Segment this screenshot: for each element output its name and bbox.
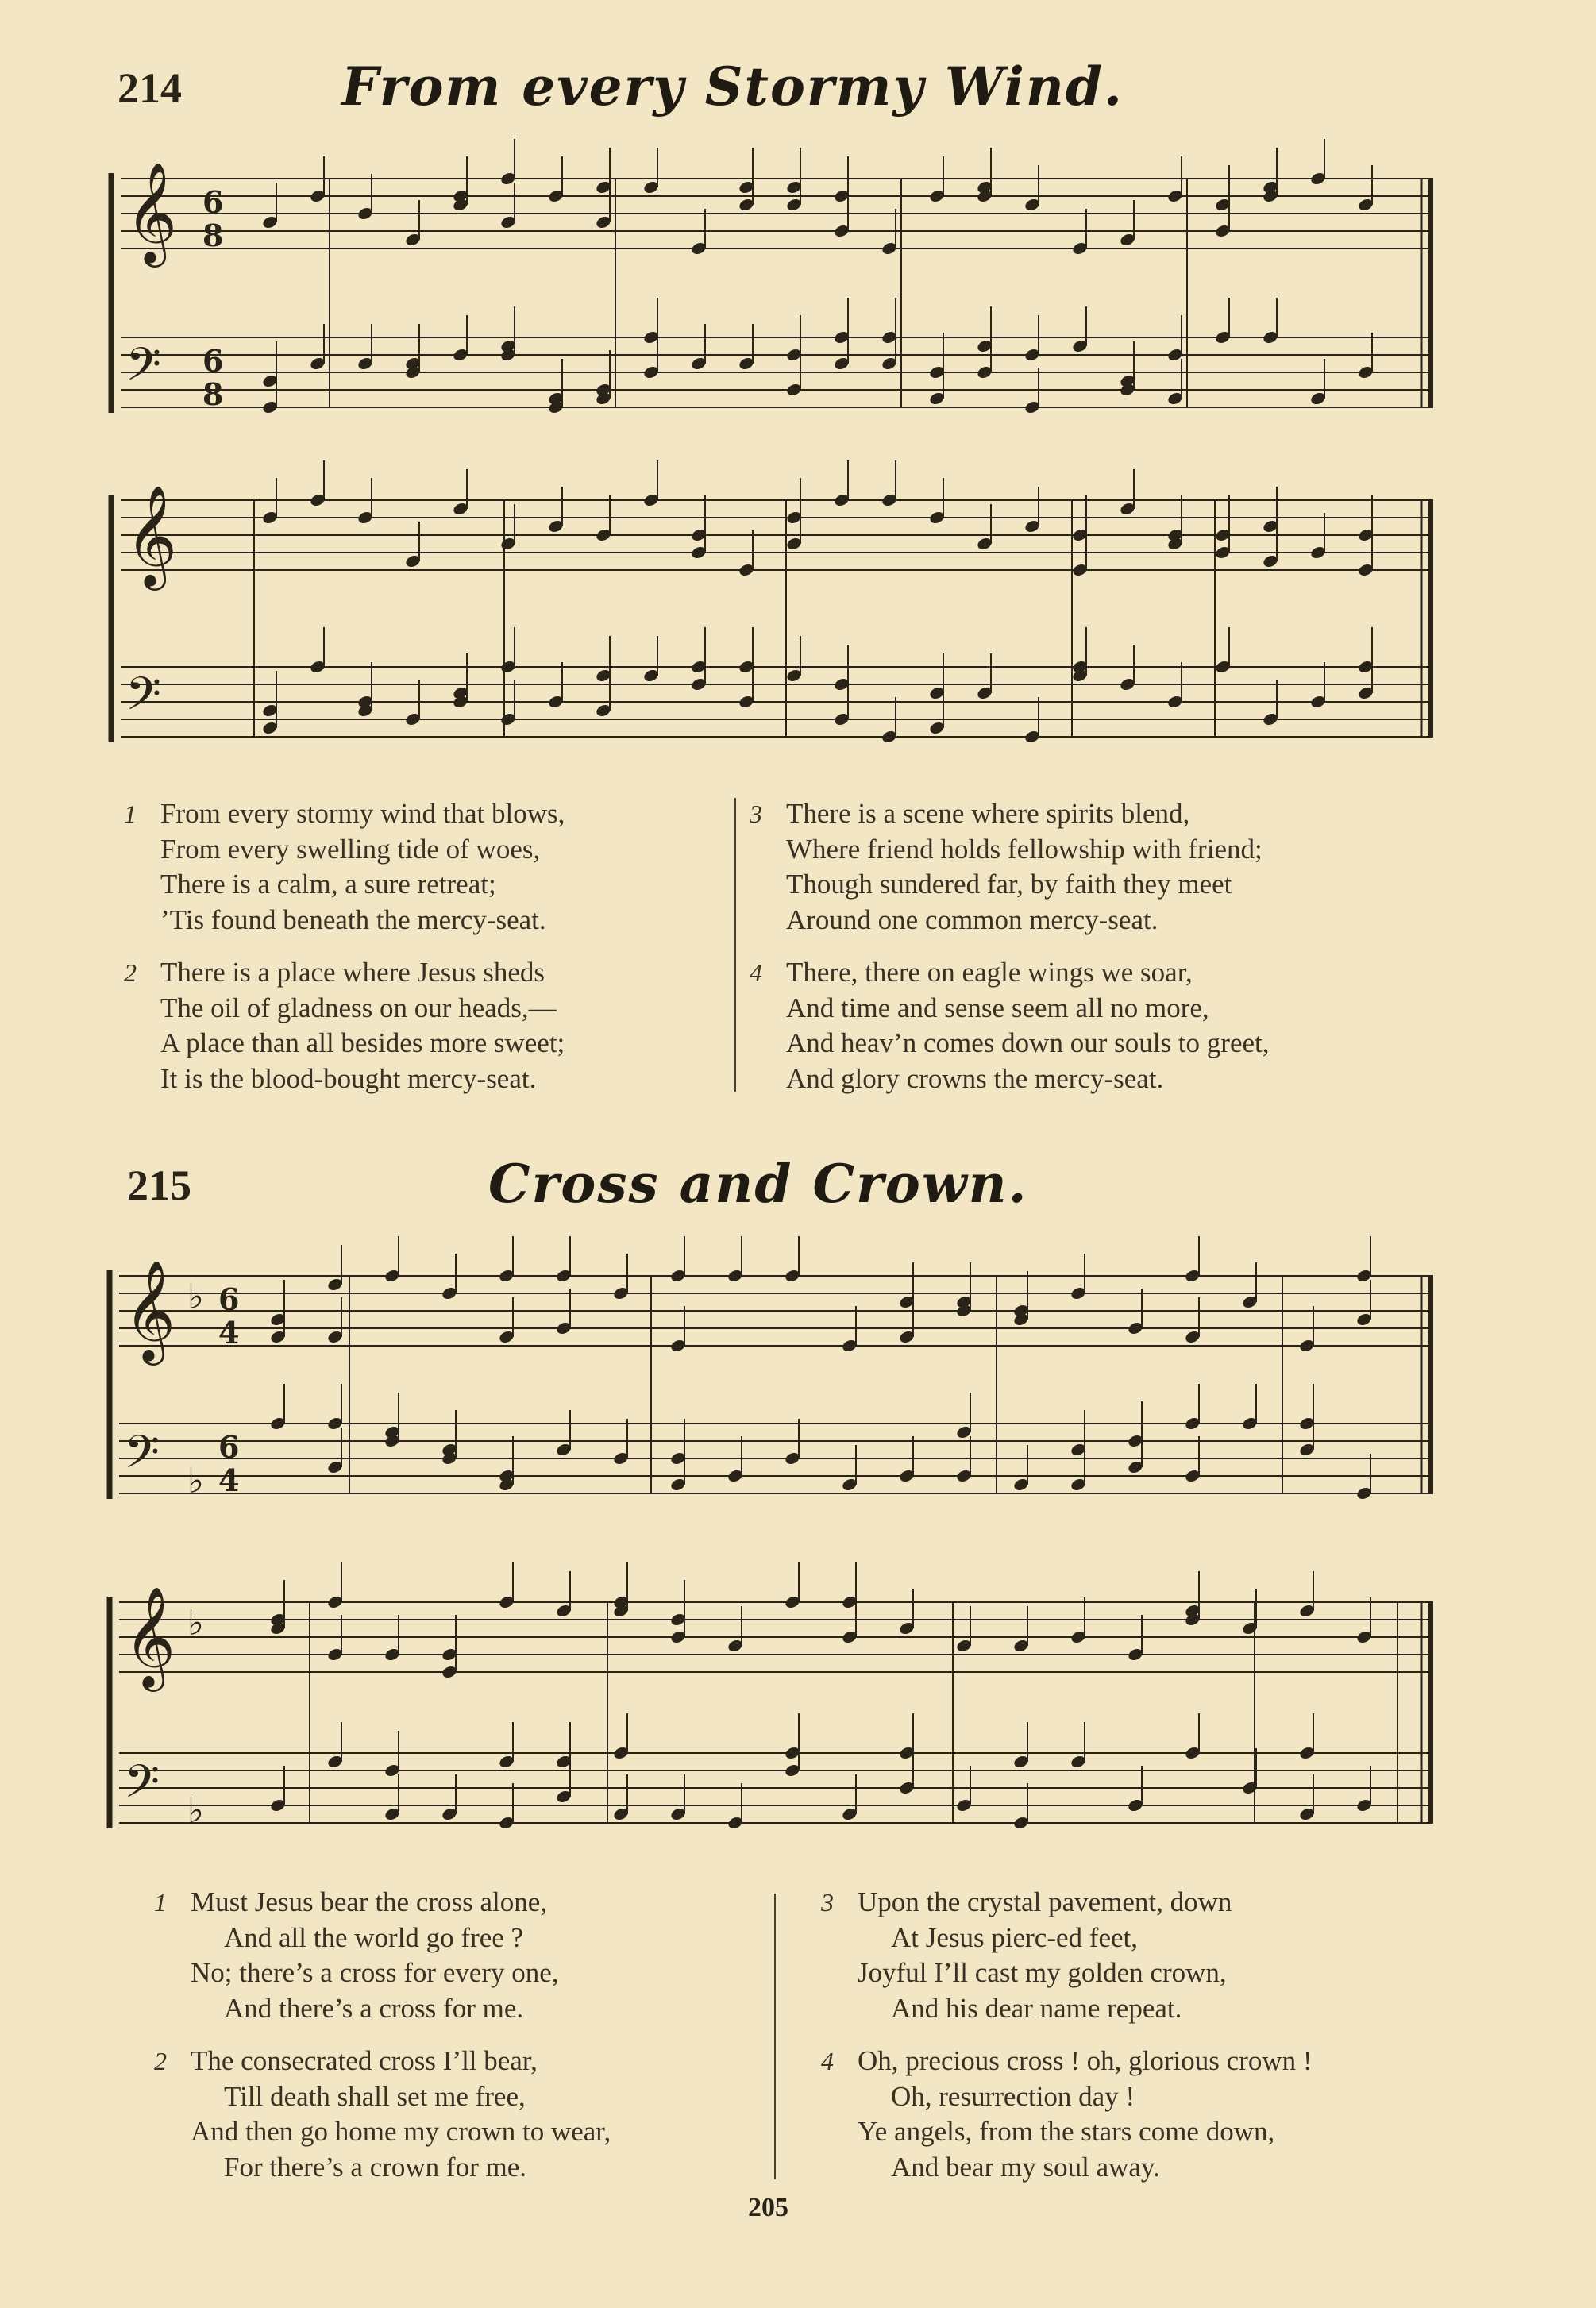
note-head (1184, 1329, 1201, 1344)
note-head (841, 1338, 858, 1353)
note-head (955, 1424, 973, 1439)
note-head (1355, 1268, 1373, 1283)
hymn-214-number: 214 (118, 64, 182, 112)
note-head (441, 1806, 458, 1821)
note-head (1355, 1629, 1373, 1644)
note-head (669, 1629, 687, 1644)
hymn-214-notes (261, 139, 1374, 745)
hymn-215-verse-divider (774, 1894, 776, 2179)
note-head (441, 1451, 458, 1466)
svg-text:𝄞: 𝄞 (124, 1259, 176, 1361)
hymn-214-verse-1: 1 From every stormy wind that blows, From every swelling tide of woes, There is a calm, a sure retreat; ’Tis found beneath the mercy-seat. (124, 798, 565, 935)
hymn-215-system-1-bass-staff (119, 1424, 1433, 1493)
note-head (1298, 1442, 1316, 1457)
note-head (669, 1451, 687, 1466)
svg-text:♭: ♭ (187, 1277, 204, 1317)
note-head (498, 1594, 515, 1609)
note-head (1070, 1754, 1087, 1769)
note-head (1355, 1797, 1373, 1813)
note-head (441, 1647, 458, 1662)
note-head (555, 1789, 572, 1804)
note-head (841, 1629, 858, 1644)
note-head (555, 1320, 572, 1335)
hymn-214-verse-divider (734, 798, 736, 1092)
note-head (1012, 1638, 1030, 1653)
note-head (727, 1638, 744, 1653)
note-head (498, 1754, 515, 1769)
note-head (498, 1815, 515, 1830)
note-head (555, 1603, 572, 1618)
svg-text:♭: ♭ (187, 1790, 204, 1831)
note-head (955, 1797, 973, 1813)
hymn-214-barlines (254, 179, 1431, 737)
note-head (1127, 1797, 1144, 1813)
note-head (1298, 1416, 1316, 1431)
note-head (1070, 1477, 1087, 1492)
note-head (1127, 1320, 1144, 1335)
note-head (441, 1285, 458, 1300)
note-head (727, 1815, 744, 1830)
hymn-215-number: 215 (127, 1162, 191, 1209)
note-head (898, 1780, 916, 1795)
hymn-214-verse-2: 2 There is a place where Jesus sheds The oil of gladness on our heads,— A place than all besides more sweet; It is the blood-bought mercy-seat. (124, 957, 565, 1094)
svg-text:𝄞: 𝄞 (125, 484, 178, 586)
note-head (1355, 1312, 1373, 1327)
note-head (612, 1745, 630, 1760)
svg-text:8: 8 (202, 376, 224, 412)
hymn-214-system-2-bass-staff (121, 667, 1433, 737)
note-head (441, 1664, 458, 1679)
note-head (727, 1468, 744, 1483)
note-head (898, 1745, 916, 1760)
hymn-214-score (0, 0, 1596, 762)
note-head (1070, 1285, 1087, 1300)
note-head (669, 1268, 687, 1283)
note-head (1184, 1612, 1201, 1627)
note-head (498, 1468, 515, 1483)
hymn-214-system-1-bass-staff (121, 337, 1433, 407)
note-head (1184, 1416, 1201, 1431)
hymn-215-verse-1: 1 Must Jesus bear the cross alone, And all the world go free ? No; there’s a cross for every one, And there’s a cross for me. (154, 1886, 559, 2024)
note-head (269, 1312, 287, 1327)
note-head (612, 1285, 630, 1300)
svg-text:𝄢: 𝄢 (124, 1425, 160, 1490)
note-head (669, 1612, 687, 1627)
note-head (1241, 1416, 1259, 1431)
note-head (612, 1806, 630, 1821)
note-head (669, 1806, 687, 1821)
hymn-215-system-2-treble-staff (119, 1602, 1433, 1672)
hymn-215-verse-3: 3 Upon the crystal pavement, down At Jesus pierc-ed feet, Joyful I’ll cast my golden crown, And his dear name repeat. (821, 1886, 1232, 2024)
note-head (498, 1329, 515, 1344)
note-head (498, 1477, 515, 1492)
note-head (1012, 1312, 1030, 1327)
note-head (955, 1294, 973, 1309)
hymn-215-system-1-treble-staff (119, 1276, 1433, 1346)
note-head (555, 1442, 572, 1457)
note-head (612, 1594, 630, 1609)
note-head (612, 1603, 630, 1618)
note-head (1184, 1468, 1201, 1483)
hymn-214-treble-clef: 𝄞 (125, 161, 178, 263)
note-head (1355, 1485, 1373, 1501)
hymn-215-verse-4: 4 Oh, precious cross ! oh, glorious crown ! Oh, resurrection day ! Ye angels, from the stars come down, And bear my soul away. (821, 2045, 1313, 2183)
note-head (1127, 1797, 1144, 1813)
note-head (1184, 1745, 1201, 1760)
note-head (784, 1268, 801, 1283)
svg-text:𝄢: 𝄢 (125, 667, 162, 732)
svg-text:4: 4 (218, 1462, 240, 1498)
svg-text:6: 6 (202, 343, 224, 379)
note-head (326, 1647, 344, 1662)
note-head (784, 1451, 801, 1466)
note-head (898, 1468, 916, 1483)
hymn-214-system-2-treble-staff (121, 500, 1433, 570)
hymn-214-verse-3: 3 There is a scene where spirits blend, Where friend holds fellowship with friend; Though sundered far, by faith they meet Around one common mercy-seat. (750, 798, 1263, 935)
note-head (1241, 1780, 1259, 1795)
note-head (727, 1268, 744, 1283)
note-head (841, 1806, 858, 1821)
note-head (326, 1754, 344, 1769)
note-head (669, 1338, 687, 1353)
note-head (384, 1763, 401, 1778)
note-head (1298, 1806, 1316, 1821)
note-head (555, 1268, 572, 1283)
note-head (269, 1416, 287, 1431)
note-head (326, 1329, 344, 1344)
note-head (1241, 1620, 1259, 1636)
note-head (727, 1468, 744, 1483)
note-head (955, 1303, 973, 1318)
svg-text:♭: ♭ (187, 1603, 204, 1643)
note-head (326, 1416, 344, 1431)
note-head (269, 1620, 287, 1636)
svg-text:𝄞: 𝄞 (124, 1586, 176, 1687)
time-sig-215-top: 6 (218, 1281, 240, 1317)
note-head (898, 1620, 916, 1636)
note-head (384, 1268, 401, 1283)
page-number: 205 (748, 2193, 788, 2222)
time-sig-215-bottom: 4 (218, 1315, 240, 1351)
note-head (326, 1594, 344, 1609)
hymn-214-system-1-treble-staff (121, 179, 1433, 249)
note-head (1012, 1815, 1030, 1830)
note-head (898, 1294, 916, 1309)
note-head (784, 1763, 801, 1778)
note-head (1127, 1647, 1144, 1662)
hymn-214-verse-4: 4 There, there on eagle wings we soar, And time and sense seem all no more, And heav’n comes down our souls to greet, And glory crowns the mercy-seat. (750, 957, 1270, 1094)
note-head (384, 1806, 401, 1821)
note-head (1298, 1603, 1316, 1618)
note-head (898, 1329, 916, 1344)
note-head (841, 1594, 858, 1609)
note-head (1127, 1459, 1144, 1474)
note-head (955, 1468, 973, 1483)
note-head (269, 1612, 287, 1627)
note-head (841, 1477, 858, 1492)
note-head (955, 1638, 973, 1653)
svg-text:6: 6 (218, 1429, 240, 1465)
time-sig-214-bottom: 8 (202, 218, 224, 253)
time-sig-214-top: 6 (202, 184, 224, 220)
note-head (384, 1424, 401, 1439)
note-head (326, 1459, 344, 1474)
note-head (1127, 1433, 1144, 1448)
note-head (1298, 1745, 1316, 1760)
note-head (1184, 1268, 1201, 1283)
note-head (269, 1797, 287, 1813)
note-head (269, 1329, 287, 1344)
hymn-215-verse-2: 2 The consecrated cross I’ll bear, Till death shall set me free, And then go home my crown to wear, For there’s a crown for me. (154, 2045, 611, 2183)
note-head (612, 1451, 630, 1466)
hymn-215-barlines (310, 1276, 1431, 1823)
note-head (784, 1594, 801, 1609)
note-head (1298, 1338, 1316, 1353)
note-head (384, 1647, 401, 1662)
note-head (1070, 1629, 1087, 1644)
note-head (1070, 1442, 1087, 1457)
svg-text:𝄢: 𝄢 (124, 1755, 160, 1820)
note-head (384, 1433, 401, 1448)
hymn-215-notes (269, 1236, 1373, 1831)
hymn-214-title: From every Stormy Wind. (341, 56, 1124, 118)
note-head (784, 1745, 801, 1760)
svg-text:♭: ♭ (187, 1461, 204, 1501)
note-head (1241, 1294, 1259, 1309)
hymn-215-title: Cross and Crown. (488, 1153, 1028, 1215)
note-head (1012, 1303, 1030, 1318)
note-head (384, 1647, 401, 1662)
note-head (669, 1477, 687, 1492)
note-head (1012, 1754, 1030, 1769)
note-head (326, 1277, 344, 1292)
note-head (441, 1442, 458, 1457)
note-head (498, 1268, 515, 1283)
note-head (555, 1754, 572, 1769)
hymn-215-system-2-bass-staff (119, 1753, 1433, 1823)
note-head (1012, 1477, 1030, 1492)
hymn-214-bass-clef: 𝄢 (125, 337, 162, 403)
note-head (1184, 1603, 1201, 1618)
